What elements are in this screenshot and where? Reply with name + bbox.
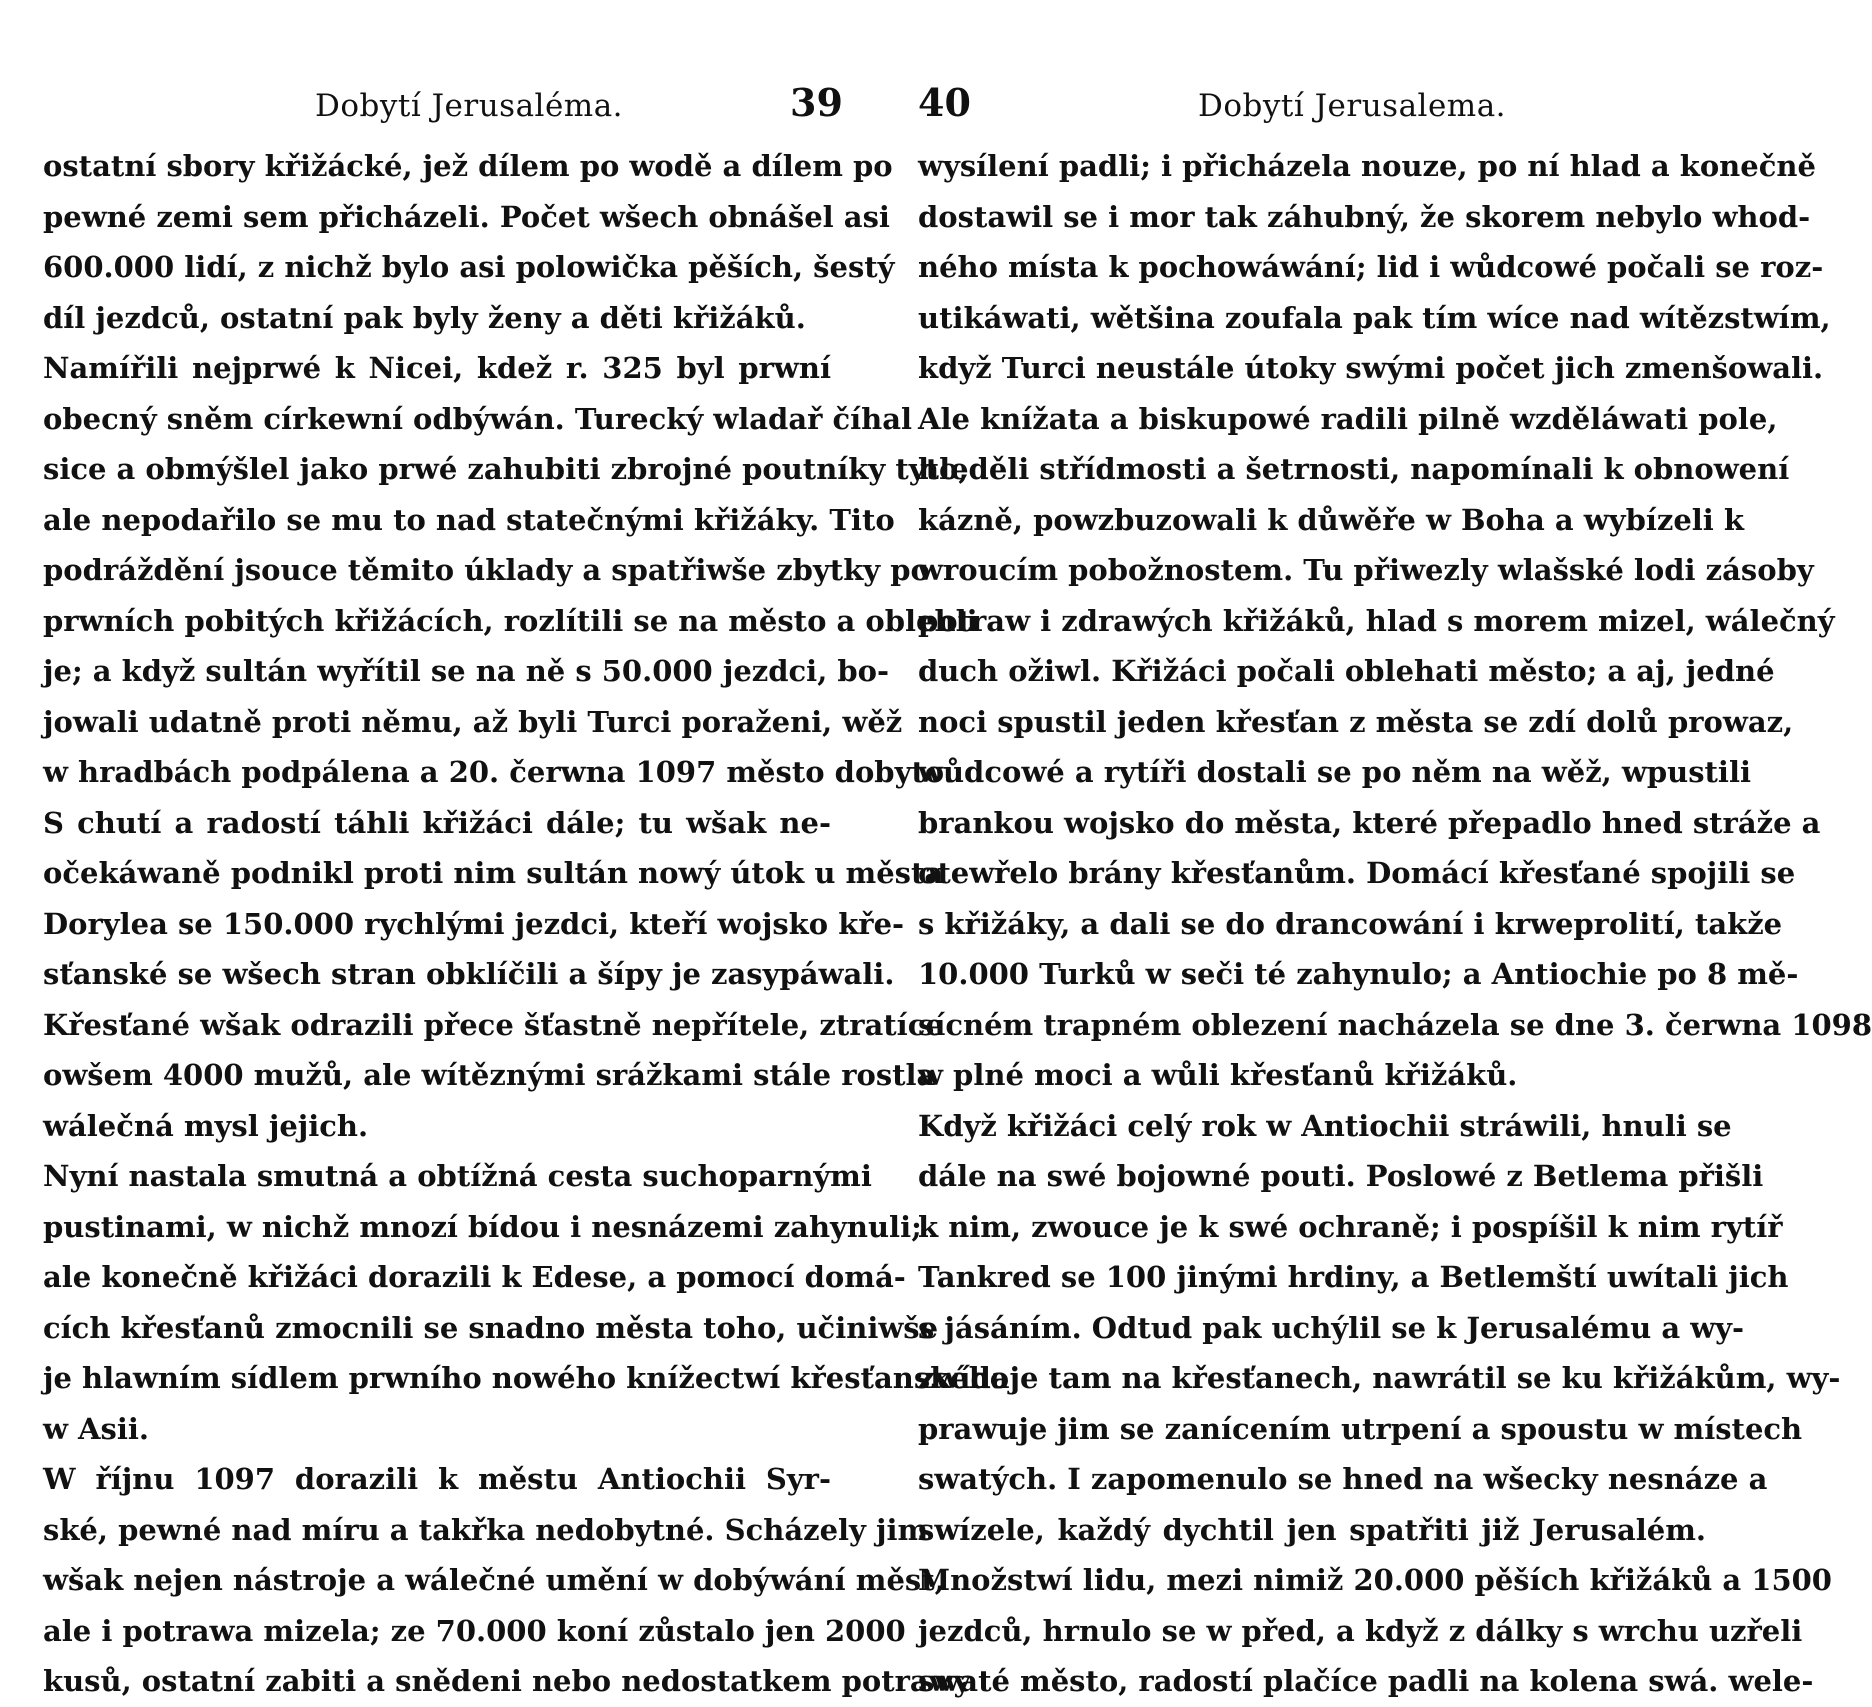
text-line: ale i potrawa mizela; ze 70.000 koní zůstalo jen 2000 bbox=[43, 1613, 906, 1648]
text-line: w Asii. bbox=[43, 1411, 150, 1446]
text-line: sícném trapném oblezení nacházela se dne 3. čerwna 1098 bbox=[918, 1007, 1872, 1042]
text-line: prawuje jim se zanícením utrpení a spoustu w místech bbox=[918, 1411, 1803, 1446]
left-page-body bbox=[43, 141, 1010, 1707]
text-line: wroucím pobožnostem. Tu přiwezly wlašské lodi zásoby bbox=[918, 553, 1814, 587]
text-line: cích křesťanů zmocnili se snadno města toho, učiniwše bbox=[43, 1310, 939, 1345]
text-line: 600.000 lidí, z nichž bylo asi polowička pěších, šestý bbox=[43, 250, 895, 284]
running-title: Dobytí Jerusaléma. bbox=[315, 88, 624, 124]
text-line: swízele, každý dychtil jen spatřiti již Jerusalém. bbox=[918, 1512, 1706, 1547]
text-line: w hradbách podpálena a 20. čerwna 1097 město dobyto. bbox=[43, 755, 954, 789]
right-page-body bbox=[918, 141, 1872, 1707]
text-line: očekáwaně podnikl proti nim sultán nowý útok u města bbox=[43, 856, 944, 890]
text-line: wysílení padli; i přicházela nouze, po ní hlad a konečně bbox=[918, 149, 1816, 183]
text-line: owšem 4000 mužů, ale wítěznými srážkami stále rostla bbox=[43, 1058, 936, 1092]
text-line: 10.000 Turků w seči té zahynulo; a Antiochie po 8 mě- bbox=[918, 957, 1799, 991]
text-line: jowali udatně proti němu, až byli Turci poraženi, wěž bbox=[43, 704, 903, 739]
text-line: utikáwati, wětšina zoufala pak tím wíce nad wítězstwím, bbox=[918, 300, 1831, 335]
text-line: Tankred se 100 jinými hrdiny, a Betlemští uwítali jich bbox=[918, 1260, 1789, 1294]
text-line: Křesťané wšak odrazili přece šťastně nepřítele, ztratíce bbox=[43, 1007, 944, 1042]
text-line: kusů, ostatní zabiti a snědeni nebo nedostatkem potrawy bbox=[43, 1664, 971, 1698]
text-line: kázně, powzbuzowali k důwěře w Boha a wybízeli k bbox=[918, 502, 1745, 537]
text-line: Dorylea se 150.000 rychlými jezdci, kteří wojsko kře- bbox=[43, 906, 905, 941]
text-line: ostatní sbory křižácké, jež dílem po wodě a dílem po bbox=[43, 149, 893, 183]
text-line: zwídaje tam na křesťanech, nawrátil se ku křižákům, wy- bbox=[918, 1361, 1841, 1395]
text-line: otewřelo brány křesťanům. Domácí křesťané spojili se bbox=[918, 856, 1796, 890]
text-line: je hlawním sídlem prwního nowého knížectwí křesťanského bbox=[43, 1361, 1010, 1395]
text-line: dostawil se i mor tak záhubný, že skorem nebylo whod- bbox=[918, 199, 1811, 234]
text-line: jezdců, hrnulo se w před, a když z dálky s wrchu uzřeli bbox=[918, 1613, 1803, 1648]
text-line: potraw i zdrawých křižáků, hlad s morem mizel, wálečný bbox=[918, 603, 1835, 638]
text-line: swaté město, radostí plačíce padli na kolena swá. wele- bbox=[918, 1664, 1814, 1698]
text-line: Když křižáci celý rok w Antiochii stráwili, hnuli se bbox=[918, 1108, 1732, 1143]
text-line: wálečná mysl jejich. bbox=[43, 1108, 369, 1143]
text-line: s jásáním. Odtud pak uchýlil se k Jerusalému a wy- bbox=[918, 1310, 1745, 1345]
text-line: ného místa k pochowáwání; lid i wůdcowé počali se roz- bbox=[918, 250, 1824, 284]
text-line: pustinami, w nichž mnozí bídou i nesnázemi zahynuli; bbox=[43, 1209, 922, 1244]
right-page bbox=[873, 0, 1872, 1698]
text-line: swatých. I zapomenulo se hned na wšecky nesnáze a bbox=[918, 1462, 1768, 1496]
text-line: noci spustil jeden křesťan z města se zdí dolů prowaz, bbox=[918, 704, 1794, 739]
text-line: s křižáky, a dali se do drancowání i krweprolití, takže bbox=[918, 906, 1783, 941]
page-number: 40 bbox=[918, 80, 971, 125]
text-line: k nim, zwouce je k swé ochraně; i pospíšil k nim rytíř bbox=[918, 1209, 1783, 1244]
left-page-header bbox=[0, 80, 873, 130]
text-line: wšak nejen nástroje a wálečné umění w dobýwání měst, bbox=[43, 1563, 945, 1597]
text-line: díl jezdců, ostatní pak byly ženy a děti křižáků. bbox=[43, 300, 806, 335]
text-line: dále na swé bojowné pouti. Poslowé z Betlema přišli bbox=[918, 1159, 1764, 1193]
text-line: prwních pobitých křižácích, rozlítili se na město a oblehli bbox=[43, 603, 978, 638]
text-line: W říjnu 1097 dorazili k městu Antiochii Syr- bbox=[43, 1462, 831, 1496]
text-line: Nyní nastala smutná a obtížná cesta suchoparnými bbox=[43, 1159, 872, 1193]
right-page-header bbox=[873, 80, 1746, 130]
text-line: duch ožiwl. Křižáci počali oblehati město; a aj, jedné bbox=[918, 654, 1775, 688]
text-line: podráždění jsouce těmito úklady a spatřiwše zbytky po bbox=[43, 553, 930, 587]
text-line: obecný sněm církewní odbýwán. Turecký wladař číhal bbox=[43, 401, 913, 436]
page-number: 39 bbox=[790, 80, 843, 125]
running-title: Dobytí Jerusalema. bbox=[1198, 88, 1507, 124]
text-line: Namířili nejprwé k Nicei, kdež r. 325 byl prwní bbox=[43, 351, 831, 385]
text-line: S chutí a radostí táhli křižáci dále; tu wšak ne- bbox=[43, 805, 831, 840]
text-line: hleděli střídmosti a šetrnosti, napomínali k obnowení bbox=[918, 452, 1790, 486]
text-line: wůdcowé a rytíři dostali se po něm na wěž, wpustili bbox=[918, 755, 1751, 789]
text-line: když Turci neustále útoky swými počet jich zmenšowali. bbox=[918, 351, 1824, 385]
text-line: brankou wojsko do města, které přepadlo hned stráže a bbox=[918, 805, 1821, 840]
text-line: Ale knížata a biskupowé radili pilně wzděláwati pole, bbox=[918, 401, 1778, 436]
text-line: je; a když sultán wyřítil se na ně s 50.000 jezdci, bo- bbox=[43, 654, 890, 688]
text-line: ale konečně křižáci dorazili k Edese, a pomocí domá- bbox=[43, 1260, 906, 1294]
text-line: pewné zemi sem přicházeli. Počet wšech obnášel asi bbox=[43, 199, 890, 234]
text-line: w plné moci a wůli křesťanů křižáků. bbox=[918, 1058, 1518, 1092]
text-line: sice a obmýšlel jako prwé zahubiti zbrojné poutníky tyto, bbox=[43, 452, 969, 486]
text-line: ské, pewné nad míru a takřka nedobytné. Scházely jim bbox=[43, 1512, 929, 1547]
text-line: ale nepodařilo se mu to nad statečnými křižáky. Tito bbox=[43, 502, 895, 537]
text-line: Množstwí lidu, mezi nimiž 20.000 pěších křižáků a 1500 bbox=[918, 1563, 1832, 1597]
text-line: sťanské se wšech stran obklíčili a šípy je zasypáwali. bbox=[43, 957, 895, 991]
